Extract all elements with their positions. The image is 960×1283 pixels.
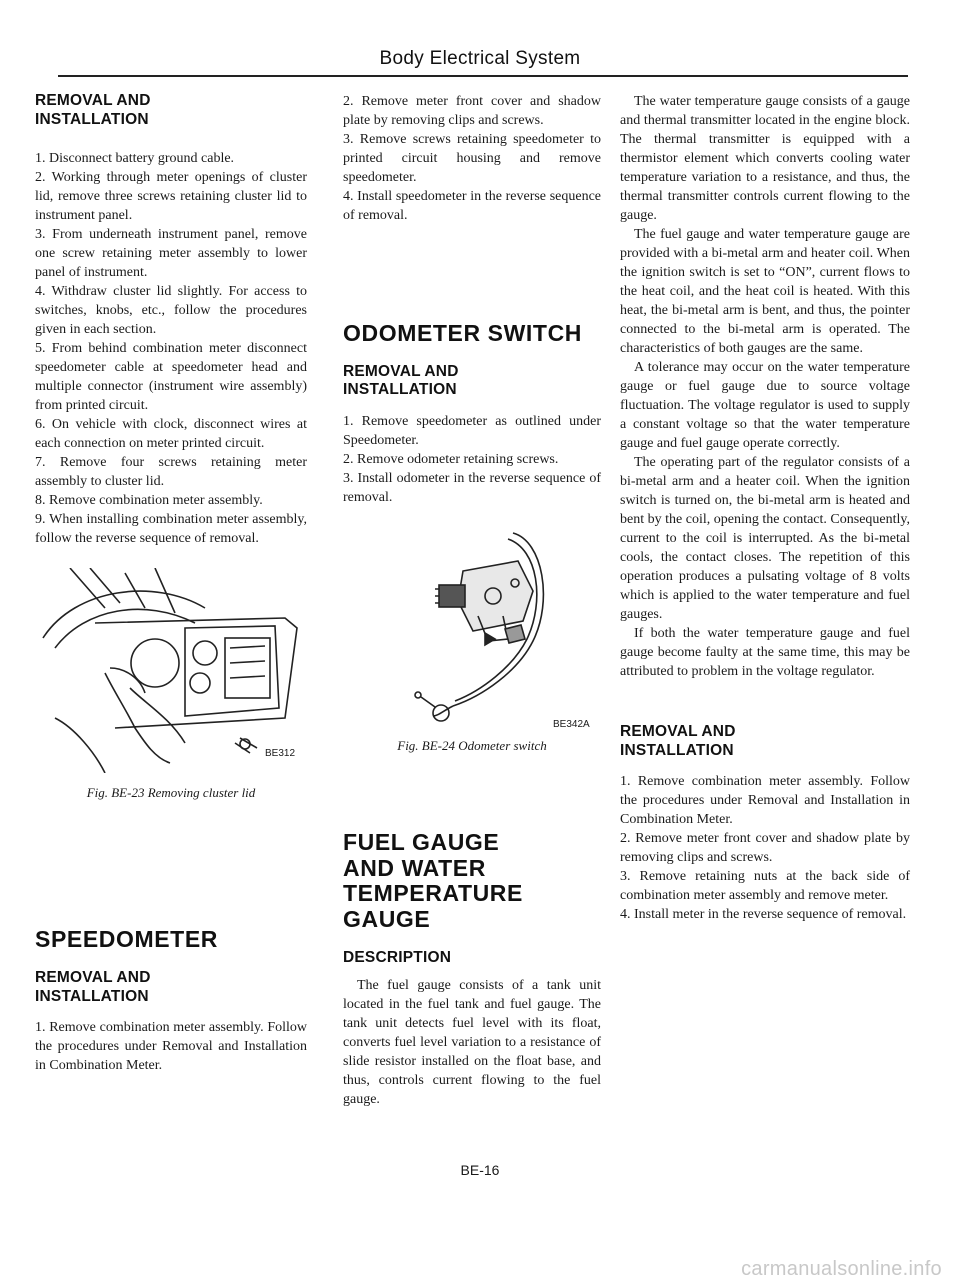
list-item: 1. Remove combination meter assembly. Follow the procedures under Removal and Installation in Combination Meter. — [35, 1020, 307, 1074]
list-item: 4. Install meter in the reverse sequence of removal. — [620, 907, 907, 923]
list-item: 3. Install odometer in the reverse sequence of removal. — [343, 470, 601, 505]
paragraph: If both the water temperature gauge and fuel gauge become faulty at the same time, this may be attributed to problem in the voltage regulator. — [620, 626, 910, 679]
paragraph: A tolerance may occur on the water temperature gauge or fuel gauge due to source voltage fluctuation. The voltage regulator is used to supply a constant voltage so that the water temperature gauge and fuel gauge operate correctly. — [620, 360, 910, 451]
list-item: 1. Remove speedometer as outlined under Speedometer. — [343, 413, 601, 448]
cluster-lid-illustration — [35, 568, 307, 773]
figure-code: BE312 — [265, 748, 296, 760]
list-item: 3. Remove retaining nuts at the back side of combination meter assembly and remove meter. — [620, 869, 910, 904]
paragraph: The operating part of the regulator consists of a bi-metal arm and a heater coil. When the ignition switch is turned on, the bi-metal arm is heated and bent by the coil, opening the contact. Consequently, current to the coil is interrupted. As the bi-metal cools, the contact closes. The repetition of this operation produces a pulsating voltage of 8 volts which is applied to the water temperature and fuel gauges. — [620, 455, 910, 622]
speedometer-heading: SPEEDOMETER — [35, 926, 218, 953]
paragraph: The water temperature gauge consists of a gauge and thermal transmitter located in the engine block. The thermal transmitter is equipped with a thermistor element which converts cooling water temperature variation to a resistance, and thus, the thermal transmitter controls current flowing to the gauge. — [620, 94, 910, 223]
removal-installation-heading: REMOVAL AND INSTALLATION — [35, 92, 151, 128]
paragraph: The fuel gauge and water temperature gauge are provided with a bi-metal arm and heater coil. When the ignition switch is set to “ON”, current flows to the heat coil, and the heat coil is heated. With this heat, the bi-metal arm is bent, and thus, the pointer connected to the bi-metal arm is operated. The characteristics of both gauges are the same. — [620, 227, 910, 356]
figure-odometer-switch — [343, 521, 601, 736]
watermark: carmanualsonline.info — [741, 1258, 942, 1280]
figure-cluster-lid — [35, 568, 307, 773]
column-middle — [343, 92, 601, 1109]
description-paragraph: The fuel gauge consists of a tank unit located in the fuel tank and fuel gauge. The tank unit detects fuel level with its float, converts fuel level variation to a resistance of slide resistor installed on the float base, and thus, controls current flowing to the fuel gauge. — [343, 977, 601, 1107]
list-item: 6. On vehicle with clock, disconnect wires at each connection on meter printed circuit. — [35, 417, 307, 452]
list-item: 1. Disconnect battery ground cable. — [35, 151, 235, 167]
column-right — [620, 92, 910, 924]
list-item: 8. Remove combination meter assembly. — [35, 493, 263, 509]
figure-caption: Fig. BE-23 Removing cluster lid — [86, 785, 256, 801]
list-item: 5. From behind combination meter disconnect speedometer cable at speedometer head and multiple connector (instrument wire assembly) from printed circuit. — [35, 341, 307, 414]
fuel-gauge-heading: FUEL GAUGE AND WATER TEMPERATURE GAUGE — [343, 828, 523, 933]
odometer-switch-illustration — [343, 521, 601, 736]
page-header: Body Electrical System — [379, 48, 581, 69]
removal-steps-list — [35, 149, 307, 548]
list-item: 2. Remove meter front cover and shadow plate by removing clips and screws. — [343, 94, 601, 128]
gauge-removal-heading: REMOVAL AND INSTALLATION — [620, 723, 736, 759]
description-heading: DESCRIPTION — [343, 948, 452, 966]
list-item: 2. Remove meter front cover and shadow plate by removing clips and screws. — [620, 831, 910, 866]
figure-code: BE342A — [553, 718, 590, 730]
list-item: 2. Working through meter openings of cluster lid, remove three screws retaining cluster lid to instrument panel. — [35, 170, 307, 224]
list-item: 9. When installing combination meter assembly, follow the reverse sequence of removal. — [35, 512, 307, 547]
header-rule — [58, 75, 908, 77]
list-item: 3. From underneath instrument panel, remove one screw retaining meter assembly to lower panel of instrument. — [35, 227, 307, 281]
page-number: BE-16 — [460, 1162, 500, 1178]
figure-caption: Fig. BE-24 Odometer switch — [397, 737, 547, 753]
list-item: 4. Install speedometer in the reverse sequence of removal. — [343, 189, 601, 223]
list-item: 3. Remove screws retaining speedometer to printed circuit housing and remove speedometer. — [343, 132, 601, 185]
column-left — [35, 92, 307, 1075]
list-item: 2. Remove odometer retaining screws. — [343, 451, 559, 467]
odometer-switch-heading: ODOMETER SWITCH — [343, 320, 582, 346]
list-item: 7. Remove four screws retaining meter assembly to cluster lid. — [35, 455, 307, 490]
speedometer-removal-heading: REMOVAL AND INSTALLATION — [35, 968, 151, 1005]
odometer-removal-heading: REMOVAL AND INSTALLATION — [343, 362, 459, 399]
list-item: 1. Remove combination meter assembly. Follow the procedures under Removal and Installation in Combination Meter. — [620, 774, 910, 828]
list-item: 4. Withdraw cluster lid slightly. For access to switches, knobs, etc., follow the procedures given in each section. — [35, 284, 307, 338]
